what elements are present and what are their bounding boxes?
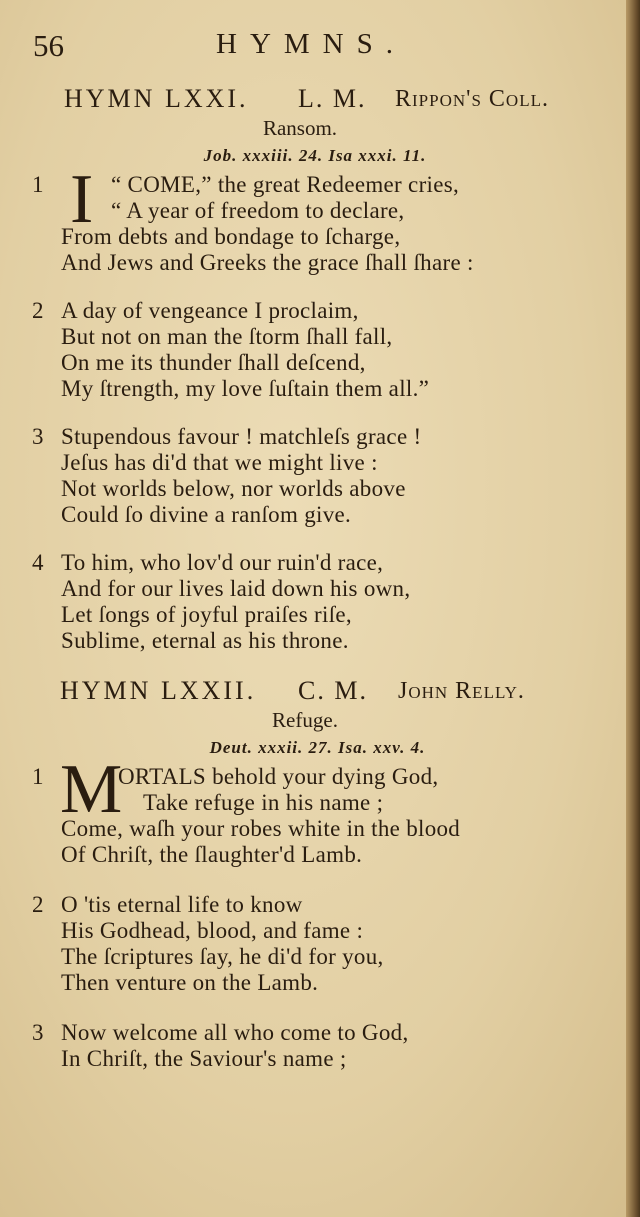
verse-number: 2 (32, 298, 44, 323)
hymn-71-meter: L. M. (298, 84, 367, 113)
verse-line: And for our lives laid down his own, (61, 576, 411, 601)
verse-line: To him, who lov'd our ruin'd race, (61, 550, 384, 575)
verse-number: 4 (32, 550, 44, 575)
verse-line: His Godhead, blood, and fame : (61, 918, 364, 943)
running-title: HYMNS. (216, 28, 406, 60)
verse-line: ORTALS behold your dying God, (118, 764, 439, 789)
hymn-72-subject: Refuge. (272, 708, 338, 732)
verse-line: Now welcome all who come to God, (61, 1020, 409, 1045)
verse-line: But not on man the ſtorm ſhall fall, (61, 324, 393, 349)
verse-line: “ COME,” the great Redeemer cries, (111, 172, 460, 197)
verse-number: 1 (32, 764, 44, 789)
hymn-71-title: HYMN LXXI. (64, 84, 249, 113)
hymn-72-meter: C. M. (298, 676, 368, 705)
verse-line: From debts and bondage to ſcharge, (61, 224, 401, 249)
verse-line: Could ſo divine a ranſom give. (61, 502, 352, 527)
page-number: 56 (33, 28, 64, 63)
verse-number: 3 (32, 424, 44, 449)
verse-line: A day of vengeance I proclaim, (61, 298, 359, 323)
drop-cap: I (70, 161, 94, 238)
verse-line: O 'tis eternal life to know (61, 892, 303, 917)
verse-line: Of Chriſt, the ſlaughter'd Lamb. (61, 842, 363, 867)
running-header (0, 28, 640, 68)
hymn-71-subject: Ransom. (262, 116, 338, 140)
verse-line: Let ſongs of joyful praiſes riſe, (61, 602, 352, 627)
verse-line: Not worlds below, nor worlds above (61, 476, 406, 501)
verse-line: Sublime, eternal as his throne. (61, 628, 349, 653)
verse-line: And Jews and Greeks the grace ſhall ſhare : (61, 250, 474, 275)
verse-line: On me its thunder ſhall deſcend, (61, 350, 366, 375)
verse-line: Come, waſh your robes white in the blood (61, 816, 461, 841)
hymn-72-title: HYMN LXXII. (60, 676, 257, 705)
verse-line: My ſtrength, my love ſuſtain them all.” (61, 376, 430, 401)
verse-line: “ A year of freedom to declare, (111, 198, 405, 223)
hymn-71-heading (0, 84, 640, 120)
verse-number: 2 (32, 892, 44, 917)
verse-line: Take refuge in his name ; (143, 790, 384, 815)
hymn-72-author: John Relly. (398, 678, 525, 704)
verse-line: The ſcriptures ſay, he di'd for you, (61, 944, 384, 969)
drop-cap: M (60, 751, 123, 828)
verse-line: Stupendous favour ! matchleſs grace ! (61, 424, 422, 449)
page-edge-shadow (626, 0, 640, 1217)
verse-line: In Chriſt, the Saviour's name ; (61, 1046, 347, 1071)
verse-number: 3 (32, 1020, 44, 1045)
hymn-72-scripture: Deut. xxxii. 27. Isa. xxv. 4. (209, 738, 426, 757)
hymn-72-heading (0, 676, 640, 712)
verse-line: Then venture on the Lamb. (61, 970, 319, 995)
hymn-71-author: Rippon's Coll. (395, 86, 549, 112)
hymn-71-scripture: Job. xxxiii. 24. Isa xxxi. 11. (203, 146, 427, 165)
verse-number: 1 (32, 172, 44, 197)
verse-line: Jeſus has di'd that we might live : (61, 450, 378, 475)
